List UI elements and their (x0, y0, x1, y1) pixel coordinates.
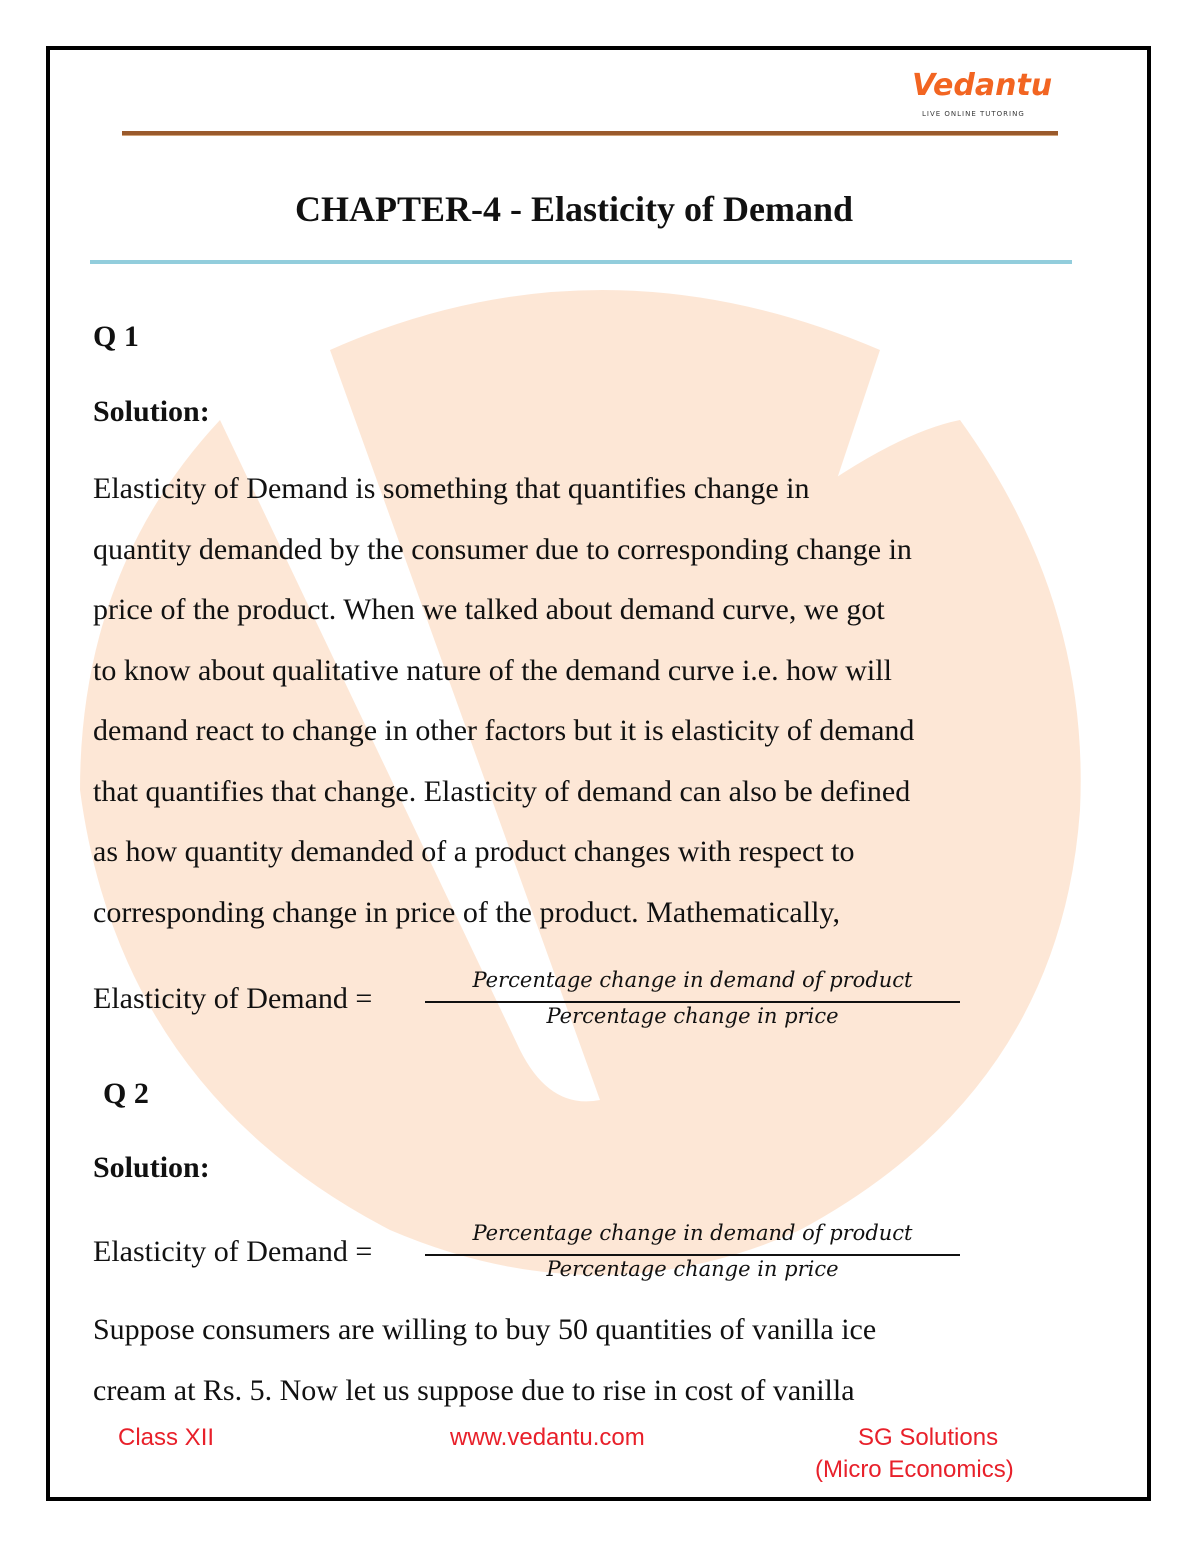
footer-subject: (Micro Economics) (815, 1456, 1014, 1483)
q2-elasticity-formula (93, 1221, 993, 1285)
q2-paragraph-line: Suppose consumers are willing to buy 50 quantities of vanilla ice (93, 1313, 877, 1346)
title-underline (90, 260, 1072, 264)
q1-paragraph-line: that quantifies that change. Elasticity of demand can also be defined (93, 775, 911, 808)
formula-fraction (425, 968, 960, 1032)
formula-numerator: Percentage change in demand of product (472, 968, 913, 992)
fraction-bar (425, 1001, 960, 1003)
question-1-label: Q 1 (93, 320, 139, 353)
q1-paragraph-line: corresponding change in price of the product. Mathematically, (93, 896, 840, 929)
formula-denominator: Percentage change in price (546, 1004, 839, 1028)
logo-wordmark: Vedantu (912, 68, 1053, 103)
footer-class-label: Class XII (118, 1424, 215, 1451)
q2-solution-label: Solution: (93, 1151, 210, 1184)
q1-elasticity-formula (93, 968, 993, 1032)
q1-solution-label: Solution: (93, 395, 210, 428)
formula-lhs: Elasticity of Demand = (93, 982, 373, 1015)
q1-paragraph-line: to know about qualitative nature of the demand curve i.e. how will (93, 654, 892, 687)
q1-paragraph-line: demand react to change in other factors but it is elasticity of demand (93, 714, 915, 747)
q1-paragraph-line: Elasticity of Demand is something that quantifies change in (93, 472, 810, 505)
chapter-title: CHAPTER-4 - Elasticity of Demand (295, 189, 853, 229)
question-2-label: Q 2 (103, 1077, 149, 1110)
fraction-bar (425, 1254, 960, 1256)
q2-paragraph-line: cream at Rs. 5. Now let us suppose due to rise in cost of vanilla (93, 1374, 855, 1407)
footer-website-link[interactable]: www.vedantu.com (450, 1424, 645, 1451)
formula-denominator: Percentage change in price (546, 1257, 839, 1281)
q1-paragraph-line: as how quantity demanded of a product changes with respect to (93, 835, 855, 868)
vedantu-logo (912, 68, 1052, 124)
q1-paragraph-line: price of the product. When we talked about demand curve, we got (93, 593, 885, 626)
formula-lhs: Elasticity of Demand = (93, 1235, 373, 1268)
logo-tagline: LIVE ONLINE TUTORING (922, 110, 1025, 118)
formula-fraction (425, 1221, 960, 1285)
formula-numerator: Percentage change in demand of product (472, 1221, 913, 1245)
q1-paragraph-line: quantity demanded by the consumer due to corresponding change in (93, 533, 912, 566)
header-rule (122, 131, 1058, 136)
footer-solutions-title: SG Solutions (858, 1424, 999, 1451)
